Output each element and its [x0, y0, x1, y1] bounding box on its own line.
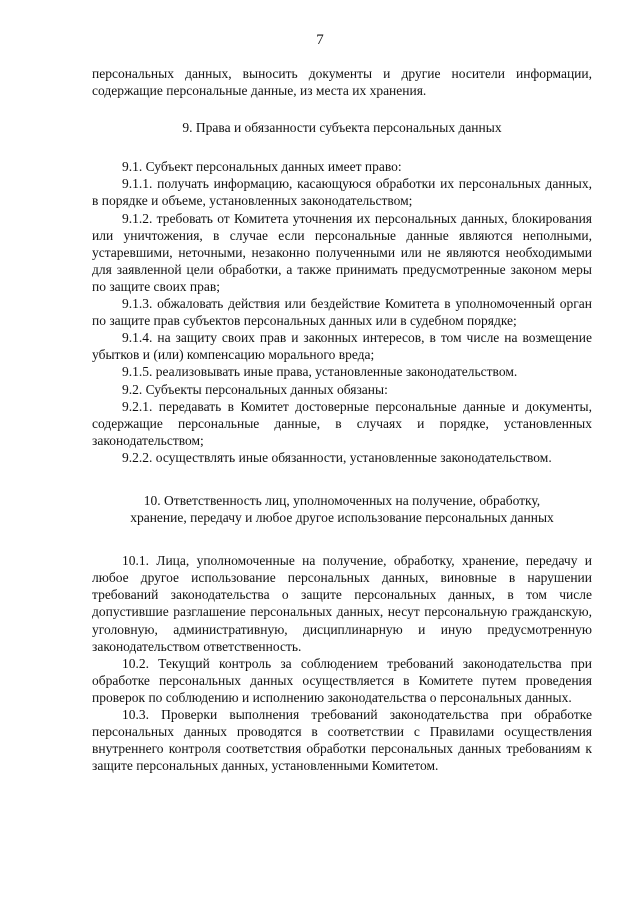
- paragraph-9-1-2: 9.1.2. требовать от Комитета уточнения их персональных данных, блокирования или уничтожения, в случае если персональные данные являются неполными, устаревшими, неточными, незаконно полученными или не являются необходимыми для заявленной цели обработки, а также принимать предусмотренные законом меры по защите своих прав;: [92, 210, 592, 294]
- paragraph-9-1-4: 9.1.4. на защиту своих прав и законных интересов, в том числе на возмещение убытков и (или) компенсацию морального вреда;: [92, 330, 592, 363]
- paragraph-9-1-1: 9.1.1. получать информацию, касающуюся обработки их персональных данных, в порядке и объеме, установленных законодательством;: [92, 176, 592, 209]
- page-number: 7: [316, 32, 324, 48]
- paragraph-9-2-2: 9.2.2. осуществлять иные обязанности, установленные законодательством.: [122, 449, 552, 465]
- paragraph-9-1-5: 9.1.5. реализовывать иные права, установленные законодательством.: [122, 364, 518, 380]
- paragraph-9-2-1: 9.2.1. передавать в Комитет достоверные персональные данные и документы, содержащие персональные данные, в случаях и порядке, установленных законодательством;: [92, 398, 592, 448]
- paragraph-10-3: 10.3. Проверки выполнения требований законодательства при обработке персональных данных проводятся в соответствии с Правилами осуществления внутреннего контроля соответствия обработки персональных данных требованиям к защите персональных данных, установленными Комитетом.: [92, 707, 592, 774]
- paragraph-10-1: 10.1. Лица, уполномоченные на получение, обработку, хранение, передачу и любое другое использование персональных данных, виновные в нарушении требований законодательства о защите персональных данных, в том числе допустившие разглашение персональных данных, несут персональную гражданскую, уголовную, административную, дисциплинарную и иную предусмотренную законодательством ответственность.: [92, 553, 592, 654]
- intro-paragraph: персональных данных, выносить документы и другие носители информации, содержащие персональные данные, из места их хранения.: [92, 66, 592, 99]
- paragraph-10-2: 10.2. Текущий контроль за соблюдением требований законодательства при обработке персональных данных осуществляется в Комитете путем проведения проверок по соблюдению и исполнению законодательства о персональных данных.: [92, 655, 592, 705]
- document-body: [92, 65, 592, 774]
- paragraph-9-1-3: 9.1.3. обжаловать действия или бездействие Комитета в уполномоченный орган по защите прав субъектов персональных данных или в судебном порядке;: [92, 296, 592, 329]
- section-10-heading-line-2: хранение, передачу и любое другое использование персональных данных: [130, 510, 554, 526]
- section-9-heading: 9. Права и обязанности субъекта персональных данных: [182, 120, 502, 136]
- paragraph-9-2: 9.2. Субъекты персональных данных обязаны:: [122, 381, 388, 397]
- paragraph-9-1: 9.1. Субъект персональных данных имеет право:: [122, 159, 402, 175]
- section-10-heading-line-1: 10. Ответственность лиц, уполномоченных на получение, обработку,: [143, 492, 541, 508]
